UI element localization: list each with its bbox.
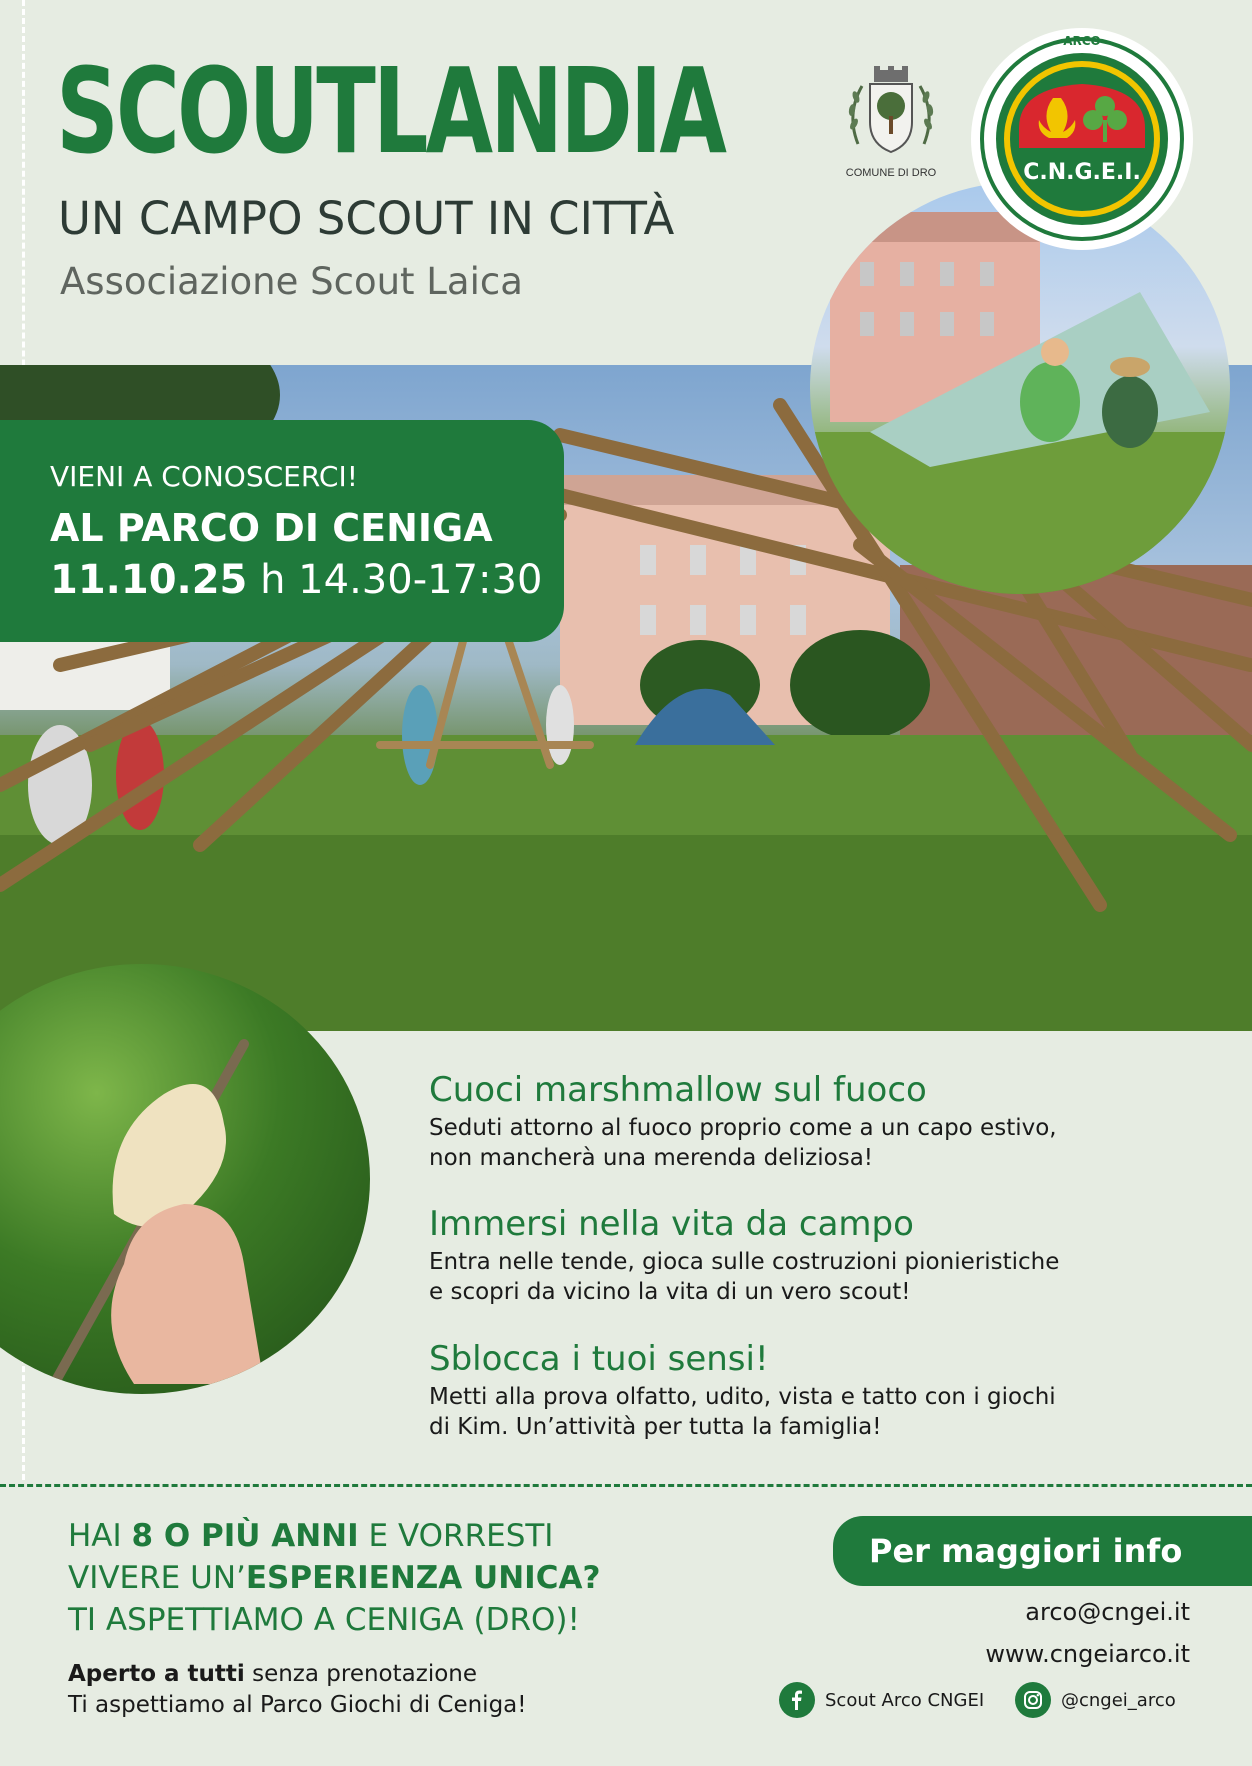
event-datetime <box>50 557 542 603</box>
cngei-arco-badge <box>971 28 1193 250</box>
more-info-heading: Per maggiori info <box>869 1532 1183 1570</box>
facebook-label: Scout Arco CNGEI <box>825 1689 985 1711</box>
facebook-link[interactable] <box>779 1681 984 1719</box>
cngei-name: C.N.G.E.I. <box>1023 160 1141 185</box>
horizontal-dashed-line <box>0 1484 1252 1487</box>
comune-crest-logo <box>836 64 946 184</box>
open-to-all-note: Aperto a tutti senza prenotazione Ti aspettiamo al Parco Giochi di Ceniga! <box>68 1661 527 1719</box>
instagram-icon <box>1015 1682 1051 1718</box>
activity-3-title: Sblocca i tuoi sensi! <box>429 1339 769 1379</box>
call-to-action: HAI 8 O PIÙ ANNI E VORRESTI VIVERE UN’ESPERIENZA UNICA? TI ASPETTIAMO A CENIGA (DRO)! <box>68 1518 601 1638</box>
facebook-icon <box>779 1682 815 1718</box>
event-time: h 14.30-17:30 <box>260 557 543 603</box>
instagram-label: @cngei_arco <box>1061 1689 1176 1711</box>
event-box <box>0 420 564 642</box>
activity-2 <box>429 1205 1229 1308</box>
event-place: AL PARCO DI CENIGA <box>50 506 493 550</box>
comune-label: COMUNE DI DRO <box>845 167 937 179</box>
cngei-arco-label: ARCO <box>1063 34 1101 48</box>
poster-title: SCOUTLANDIA <box>56 42 724 180</box>
poster-subtitle: UN CAMPO SCOUT IN CITTÀ <box>58 192 675 245</box>
association-name: Associazione Scout Laica <box>60 260 523 303</box>
event-date: 11.10.25 <box>50 557 248 603</box>
activity-2-text: Entra nelle tende, gioca sulle costruzioni pionieristiche e scopri da vicino la vita di un vero scout! <box>429 1249 1060 1305</box>
activity-3 <box>429 1340 1229 1443</box>
activity-3-text: Metti alla prova olfatto, udito, vista e tatto con i giochi di Kim. Un’attività per tutta la famiglia! <box>429 1384 1056 1440</box>
email-link[interactable]: arco@cngei.it <box>1025 1598 1190 1626</box>
activity-2-title: Immersi nella vita da campo <box>429 1204 914 1244</box>
more-info-banner <box>833 1516 1252 1586</box>
website-link[interactable]: www.cngeiarco.it <box>985 1640 1190 1668</box>
activity-1-text: Seduti attorno al fuoco proprio come a un capo estivo, non mancherà una merenda deliziosa! <box>429 1115 1057 1171</box>
activity-1-title: Cuoci marshmallow sul fuoco <box>429 1070 927 1110</box>
instagram-link[interactable] <box>1015 1681 1176 1719</box>
event-invite: VIENI A CONOSCERCI! <box>50 460 358 493</box>
activity-1 <box>429 1071 1229 1174</box>
